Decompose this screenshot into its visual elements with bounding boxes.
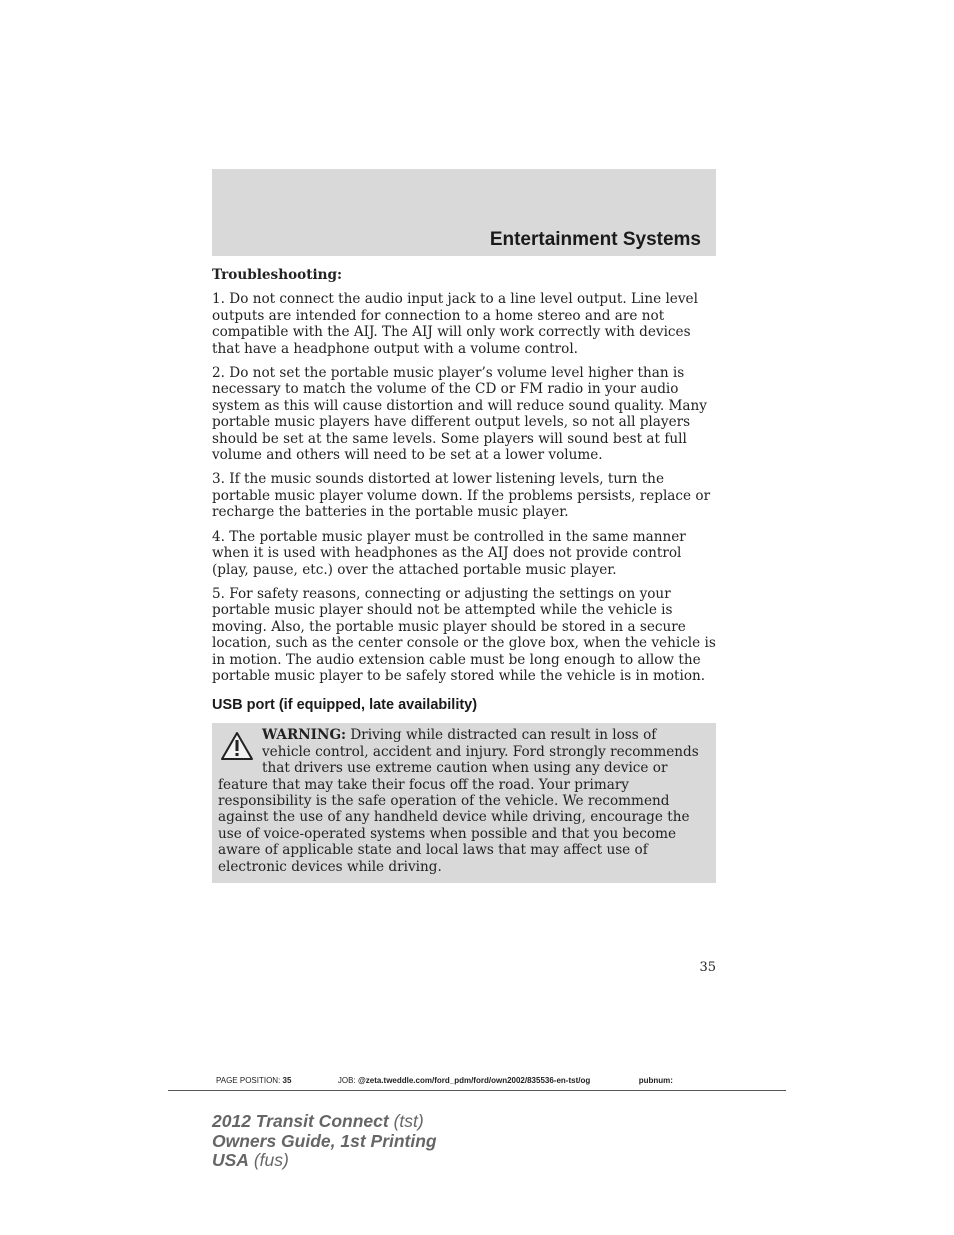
- section-header-band: [212, 169, 716, 256]
- edition-guide-line: [212, 1132, 437, 1152]
- troubleshooting-item-3: 3. If the music sounds distorted at lower listening levels, turn the portable music player volume down. If the problems persists, replace or recharge the batteries in the portable music player.: [212, 471, 711, 521]
- edition-model-code: (tst): [393, 1111, 424, 1131]
- warning-text: Driving while distracted can result in loss of vehicle control, accident and injury. Ford strongly recommends that drivers use extreme caution when using any device or feature that may take their focus off the road. Your primary responsibility is the safe operation of the vehicle. We recommend against the use of any handheld device while driving, encourage the use of voice-operated systems when possible and that you become aware of applicable state and local laws that may affect use of electronic devices while driving.: [218, 727, 699, 875]
- edition-market: USA: [212, 1150, 249, 1170]
- troubleshooting-item-1: 1. Do not connect the audio input jack to a line level output. Line level outputs are intended for connection to a home stereo and are not compatible with the AIJ. The AIJ will only work correctly with devices that have a headphone output with a volume control.: [212, 291, 698, 357]
- section-title: Entertainment Systems: [489, 229, 701, 250]
- troubleshooting-item-2: 2. Do not set the portable music player’s volume level higher than is necessary to match the volume of the CD or FM radio in your audio system as this will cause distortion and will reduce sound quality. Many portable music players have different output levels, so not all players should be set at the same levels. Some players will sound best at full volume and others will need to be set at a lower volume.: [212, 365, 707, 464]
- print-metadata: [216, 1076, 776, 1085]
- pubnum-label: pubnum:: [638, 1076, 673, 1085]
- troubleshooting-item-4: 4. The portable music player must be controlled in the same manner when it is used with headphones as the AIJ does not provide control (play, pause, etc.) over the attached portable music player.: [212, 528, 686, 578]
- edition-model: 2012 Transit Connect: [212, 1111, 389, 1131]
- troubleshooting-item-5: 5. For safety reasons, connecting or adjusting the settings on your portable music player should not be attempted while the vehicle is moving. Also, the portable music player should be stored in a secure location, such as the center console or the glove box, when the vehicle is in motion. The audio extension cable must be long enough to allow the portable music player to be safely stored while the vehicle is in motion.: [212, 585, 716, 684]
- warning-box: [212, 723, 716, 883]
- edition-info: [212, 1112, 437, 1171]
- job-value: @zeta.tweddle.com/ford_pdm/ford/own2002/835536-en-tst/og: [357, 1076, 591, 1085]
- edition-guide: Owners Guide, 1st Printing: [212, 1130, 437, 1151]
- edition-market-code: (fus): [253, 1150, 289, 1170]
- footer-divider: [168, 1090, 786, 1091]
- page-number: 35: [699, 960, 716, 975]
- warning-triangle-icon: [220, 731, 254, 761]
- job-label: JOB:: [337, 1076, 356, 1085]
- warning-label: WARNING:: [262, 727, 347, 744]
- page-position-label: PAGE POSITION:: [216, 1076, 281, 1085]
- edition-market-line: [212, 1151, 437, 1171]
- page-content: [212, 267, 716, 883]
- edition-model-line: [212, 1112, 437, 1132]
- page-position-value: 35: [282, 1076, 292, 1085]
- usb-port-heading: USB port (if equipped, late availability): [212, 697, 478, 714]
- troubleshooting-heading: Troubleshooting:: [212, 267, 343, 283]
